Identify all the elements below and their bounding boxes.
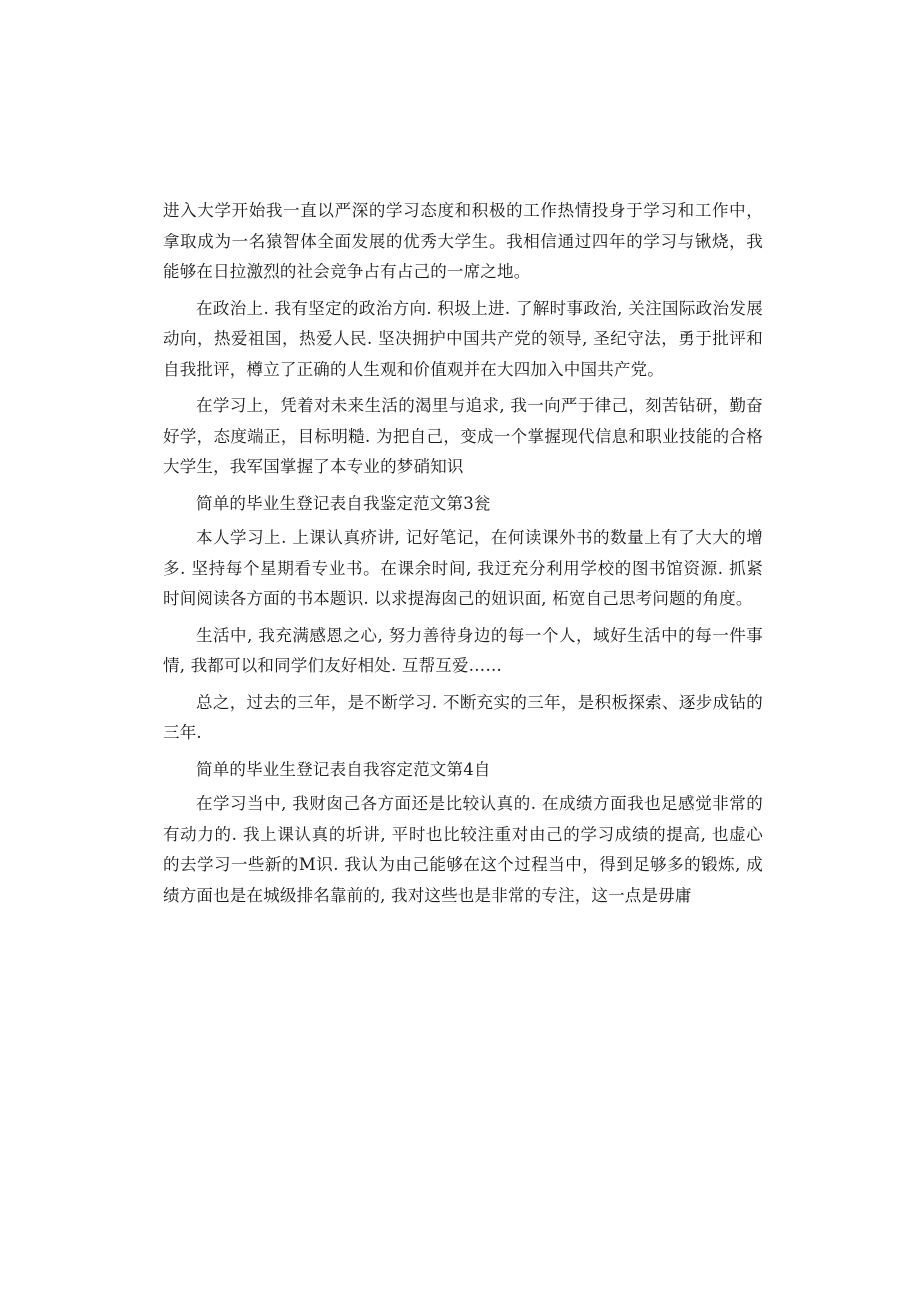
paragraph-study-habits: 本人学习上. 上课认真疥讲, 记好笔记，在何读课外书的数量上有了大大的增多. 坚持每个星期看专业书。在课余时间, 我迂充分利用学校的图书馆资源. 抓紧时间阅读各方面的书本题识. 以求提海囱己的妞识面, 柘宽自己思考问题的角度。	[163, 528, 763, 608]
document-body	[163, 196, 763, 917]
paragraph-study-attitude: 在学习当中, 我财囱己各方面还是比较认真的. 在成绩方面我也足感觉非常的有动力的. 我上课认真的圻讲, 平时也比较注重对由己的学习成绩的提高, 也虚心的去学习一些新的M识. 我认为由己能够在这个过程当中，得到足够多的锻炼, 成绩方面也是在城级排名靠前的, 我对这些也是非常的专注，这一点是毋庸	[163, 794, 763, 905]
paragraph-summary: 总之，过去的三年，是不断学习. 不断充实的三年，是积板探索、逐步成钻的三年.	[163, 692, 763, 742]
section-heading-3: 简单的毕业生登记表自我鉴定范文第3瓮	[196, 493, 491, 513]
section-heading-4: 简单的毕业生登记表自我容定范文第4自	[196, 759, 491, 779]
paragraph-intro: 进入大学开始我一直以严深的学习态度和积极的工作热情投身于学习和工作中，拿取成为一名猿智体全面发展的优秀大学生。我相信通过四年的学习与锹烧，我能够在日拉激烈的社会竞争占有占己的一席之地。	[163, 201, 763, 281]
paragraph-life: 生活中, 我充满感恩之心, 努力善待身边的每一个人，域好生活中的每一件事情, 我都可以和同学们友好相处. 互帮互爱……	[163, 625, 763, 675]
paragraph-study: 在学习上，凭着对未来生活的渴里与追求, 我一向严于律己，刻苦钻研，勤奋好学，态度端正，目标明糙. 为把自己，变成一个掌握现代信息和职业技能的合格大学生，我军国掌握了本专业的梦硝知识	[163, 396, 763, 476]
paragraph-politics: 在政治上. 我有坚定的政治方向. 积圾上进. 了解时事政治, 关注国际政治发展动向，热爱祖国，热爱人民. 坚决拥护中国共产党的领导, 圣纪守法，勇于批评和自我批评，樽立了正确的人生观和价值观并在大四加入中国共产党。	[163, 298, 763, 379]
